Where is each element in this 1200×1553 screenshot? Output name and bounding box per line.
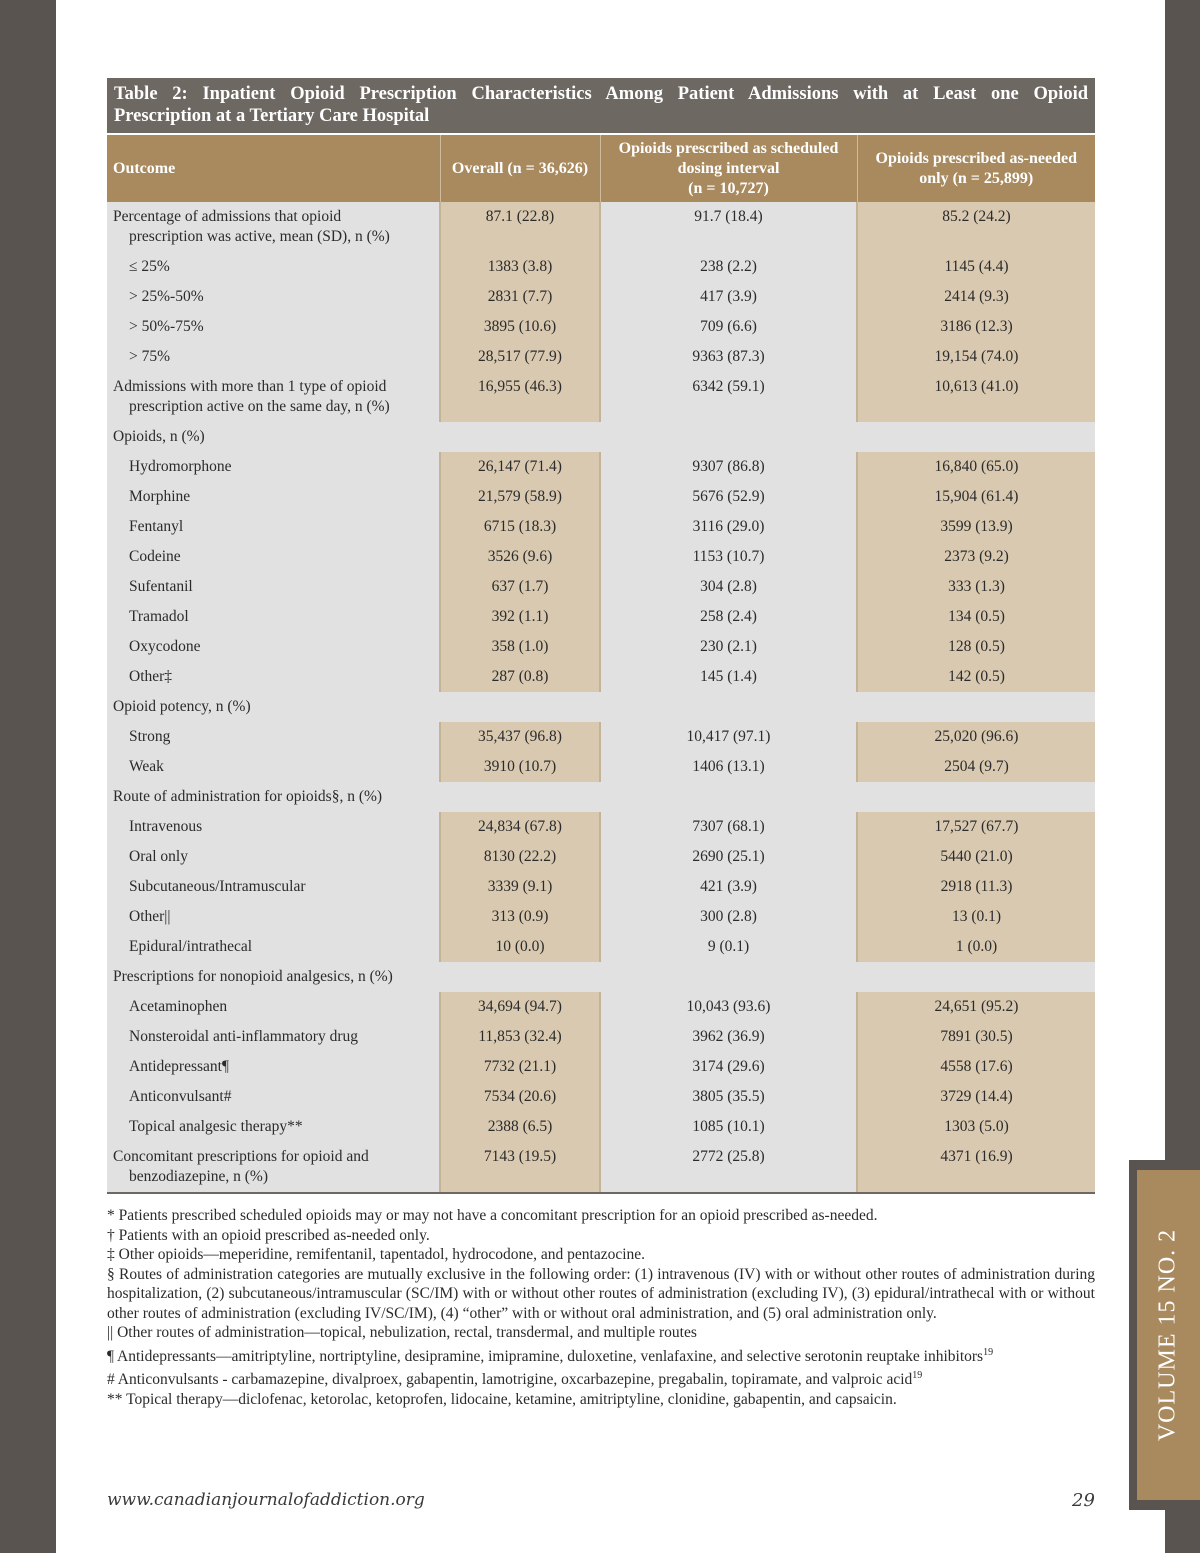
row-label xyxy=(107,202,440,252)
row-label: Weak xyxy=(107,752,440,782)
as-needed-value: 10,613 (41.0) xyxy=(857,372,1095,422)
footnote xyxy=(107,1390,1095,1410)
as-needed-value: 25,020 (96.6) xyxy=(857,722,1095,752)
empty-cell xyxy=(857,782,1095,812)
table-row xyxy=(107,202,1095,252)
row-label: > 75% xyxy=(107,342,440,372)
row-label: Nonsteroidal anti-inflammatory drug xyxy=(107,1022,440,1052)
scheduled-value: 10,417 (97.1) xyxy=(600,722,857,752)
footnote xyxy=(107,1323,1095,1343)
as-needed-value: 134 (0.5) xyxy=(857,602,1095,632)
as-needed-value: 85.2 (24.2) xyxy=(857,202,1095,252)
scheduled-value: 300 (2.8) xyxy=(600,902,857,932)
overall-value: 3526 (9.6) xyxy=(440,542,600,572)
scheduled-value: 7307 (68.1) xyxy=(600,812,857,842)
scheduled-value: 2772 (25.8) xyxy=(600,1142,857,1193)
table-caption-line-2: Prescription at a Tertiary Care Hospital xyxy=(114,106,430,126)
overall-value: 3910 (10.7) xyxy=(440,752,600,782)
scheduled-value: 10,043 (93.6) xyxy=(600,992,857,1022)
as-needed-value: 13 (0.1) xyxy=(857,902,1095,932)
footnote-reference: 19 xyxy=(983,1346,994,1358)
scheduled-value: 304 (2.8) xyxy=(600,572,857,602)
overall-value: 313 (0.9) xyxy=(440,902,600,932)
row-label-line-2: prescription active on the same day, n (%) xyxy=(129,398,390,415)
footnote-text: ** Topical therapy—diclofenac, ketorolac, ketoprofen, lidocaine, ketamine, amitriptyline, clonidine, gabapentin, and capsaicin. xyxy=(107,1390,897,1408)
scheduled-value: 145 (1.4) xyxy=(600,662,857,692)
table-row xyxy=(107,252,1095,282)
table-row xyxy=(107,602,1095,632)
scheduled-value: 2690 (25.1) xyxy=(600,842,857,872)
table-row xyxy=(107,372,1095,422)
row-label: Fentanyl xyxy=(107,512,440,542)
table-row xyxy=(107,1112,1095,1142)
as-needed-value: 5440 (21.0) xyxy=(857,842,1095,872)
footnote xyxy=(107,1226,1095,1246)
scheduled-value: 9 (0.1) xyxy=(600,932,857,962)
empty-cell xyxy=(440,422,600,452)
table-2 xyxy=(107,78,1095,1194)
table-row xyxy=(107,342,1095,372)
table-row xyxy=(107,452,1095,482)
overall-value: 3895 (10.6) xyxy=(440,312,600,342)
overall-value: 6715 (18.3) xyxy=(440,512,600,542)
overall-value: 1383 (3.8) xyxy=(440,252,600,282)
header-outcome: Outcome xyxy=(107,134,440,202)
footnote-text: ¶ Antidepressants—amitriptyline, nortriptyline, desipramine, imipramine, duloxetine, venlafaxine, and selective serotonin reuptake inhibitors xyxy=(107,1347,984,1365)
table-row xyxy=(107,312,1095,342)
as-needed-value: 15,904 (61.4) xyxy=(857,482,1095,512)
row-label: Tramadol xyxy=(107,602,440,632)
scheduled-value: 3962 (36.9) xyxy=(600,1022,857,1052)
row-label: Sufentanil xyxy=(107,572,440,602)
scheduled-value: 230 (2.1) xyxy=(600,632,857,662)
as-needed-value: 3186 (12.3) xyxy=(857,312,1095,342)
header-as-needed xyxy=(857,134,1095,202)
as-needed-value: 2414 (9.3) xyxy=(857,282,1095,312)
data-table xyxy=(107,133,1095,1194)
as-needed-value: 4558 (17.6) xyxy=(857,1052,1095,1082)
empty-cell xyxy=(857,962,1095,992)
overall-value: 2388 (6.5) xyxy=(440,1112,600,1142)
as-needed-value: 19,154 (74.0) xyxy=(857,342,1095,372)
empty-cell xyxy=(440,962,600,992)
row-label xyxy=(107,1142,440,1193)
table-row xyxy=(107,812,1095,842)
footnote-text: || Other routes of administration—topical, nebulization, rectal, transdermal, and multiple routes xyxy=(107,1324,697,1341)
footnote xyxy=(107,1265,1095,1324)
as-needed-value: 142 (0.5) xyxy=(857,662,1095,692)
table-row xyxy=(107,722,1095,752)
as-needed-value: 3599 (13.9) xyxy=(857,512,1095,542)
table-row xyxy=(107,1142,1095,1193)
row-label-line-1: Concomitant prescriptions for opioid and xyxy=(113,1148,369,1165)
footnote-text: § Routes of administration categories are mutually exclusive in the following order: (1) intravenous (IV) with or without other routes of administration during hospitalization, (2) subcutaneous/intramuscular (SC/IM) with or without other routes of administration (excluding IV), (3) epidural/intrathecal with or without other routes of administration (excluding IV/SC/IM), (4) “other” with or without oral administration, and (5) oral administration only. xyxy=(107,1265,1095,1322)
as-needed-value: 16,840 (65.0) xyxy=(857,452,1095,482)
overall-value: 11,853 (32.4) xyxy=(440,1022,600,1052)
as-needed-value: 2918 (11.3) xyxy=(857,872,1095,902)
header-scheduled xyxy=(600,134,857,202)
as-needed-value: 1145 (4.4) xyxy=(857,252,1095,282)
table-row xyxy=(107,512,1095,542)
table-caption-line-1: Table 2: Inpatient Opioid Prescription Characteristics Among Patient Admissions with at Least one Opioid xyxy=(114,84,1088,104)
scheduled-value: 6342 (59.1) xyxy=(600,372,857,422)
scheduled-value: 3116 (29.0) xyxy=(600,512,857,542)
header-scheduled-line-1: Opioids prescribed as scheduled xyxy=(618,139,839,157)
row-label xyxy=(107,372,440,422)
row-label: Morphine xyxy=(107,482,440,512)
footnote-text: ‡ Other opioids—meperidine, remifentanil, tapentadol, hydrocodone, and pentazocine. xyxy=(107,1246,646,1263)
overall-value: 392 (1.1) xyxy=(440,602,600,632)
table-row xyxy=(107,992,1095,1022)
row-label: Oxycodone xyxy=(107,632,440,662)
scheduled-value: 1406 (13.1) xyxy=(600,752,857,782)
scheduled-value: 3805 (35.5) xyxy=(600,1082,857,1112)
table-row xyxy=(107,662,1095,692)
empty-cell xyxy=(600,962,857,992)
row-label: Subcutaneous/Intramuscular xyxy=(107,872,440,902)
section-label: Opioid potency, n (%) xyxy=(107,692,440,722)
as-needed-value: 17,527 (67.7) xyxy=(857,812,1095,842)
row-label: Acetaminophen xyxy=(107,992,440,1022)
as-needed-value: 333 (1.3) xyxy=(857,572,1095,602)
table-row xyxy=(107,572,1095,602)
scheduled-value: 1085 (10.1) xyxy=(600,1112,857,1142)
row-label-line-1: Percentage of admissions that opioid xyxy=(113,208,342,225)
scheduled-value: 417 (3.9) xyxy=(600,282,857,312)
row-label: Other‡ xyxy=(107,662,440,692)
journal-url[interactable]: www.canadianjournalofaddiction.org xyxy=(107,1490,425,1510)
table-row xyxy=(107,282,1095,312)
header-scheduled-line-3: (n = 10,727) xyxy=(688,179,769,197)
overall-value: 10 (0.0) xyxy=(440,932,600,962)
table-body xyxy=(107,202,1095,1193)
overall-value: 7143 (19.5) xyxy=(440,1142,600,1193)
overall-value: 2831 (7.7) xyxy=(440,282,600,312)
row-label: Anticonvulsant# xyxy=(107,1082,440,1112)
scheduled-value: 3174 (29.6) xyxy=(600,1052,857,1082)
row-label: Other|| xyxy=(107,902,440,932)
table-section-row xyxy=(107,962,1095,992)
section-label: Opioids, n (%) xyxy=(107,422,440,452)
table-row xyxy=(107,482,1095,512)
footnote xyxy=(107,1206,1095,1226)
scheduled-value: 421 (3.9) xyxy=(600,872,857,902)
table-row xyxy=(107,932,1095,962)
empty-cell xyxy=(440,692,600,722)
overall-value: 24,834 (67.8) xyxy=(440,812,600,842)
as-needed-value: 3729 (14.4) xyxy=(857,1082,1095,1112)
scheduled-value: 258 (2.4) xyxy=(600,602,857,632)
row-label: Oral only xyxy=(107,842,440,872)
empty-cell xyxy=(857,422,1095,452)
as-needed-value: 2504 (9.7) xyxy=(857,752,1095,782)
overall-value: 358 (1.0) xyxy=(440,632,600,662)
row-label: Topical analgesic therapy** xyxy=(107,1112,440,1142)
overall-value: 28,517 (77.9) xyxy=(440,342,600,372)
row-label: Strong xyxy=(107,722,440,752)
overall-value: 87.1 (22.8) xyxy=(440,202,600,252)
footnote-text: * Patients prescribed scheduled opioids may or may not have a concomitant prescription for an opioid prescribed as-needed. xyxy=(107,1207,878,1224)
row-label-line-2: benzodiazepine, n (%) xyxy=(129,1168,269,1185)
header-as-needed-line-1: Opioids prescribed as-needed xyxy=(875,149,1077,167)
overall-value: 35,437 (96.8) xyxy=(440,722,600,752)
row-label-line-2: prescription was active, mean (SD), n (%) xyxy=(129,228,390,245)
as-needed-value: 24,651 (95.2) xyxy=(857,992,1095,1022)
table-row xyxy=(107,1082,1095,1112)
header-as-needed-line-2: only (n = 25,899) xyxy=(919,169,1034,187)
overall-value: 8130 (22.2) xyxy=(440,842,600,872)
as-needed-value: 128 (0.5) xyxy=(857,632,1095,662)
table-caption xyxy=(107,78,1095,133)
as-needed-value: 4371 (16.9) xyxy=(857,1142,1095,1193)
row-label: Codeine xyxy=(107,542,440,572)
row-label: Intravenous xyxy=(107,812,440,842)
table-row xyxy=(107,1022,1095,1052)
footnote xyxy=(107,1245,1095,1265)
left-page-border xyxy=(0,0,56,1553)
table-row xyxy=(107,632,1095,662)
as-needed-value: 7891 (30.5) xyxy=(857,1022,1095,1052)
page-number: 29 xyxy=(1072,1490,1095,1511)
empty-cell xyxy=(440,782,600,812)
table-section-row xyxy=(107,782,1095,812)
as-needed-value: 1303 (5.0) xyxy=(857,1112,1095,1142)
table-row xyxy=(107,752,1095,782)
footnote xyxy=(107,1343,1095,1367)
table-row xyxy=(107,902,1095,932)
header-overall: Overall (n = 36,626) xyxy=(440,134,600,202)
section-label: Route of administration for opioids§, n (%) xyxy=(107,782,440,812)
table-row xyxy=(107,542,1095,572)
row-label: Antidepressant¶ xyxy=(107,1052,440,1082)
table-row xyxy=(107,872,1095,902)
row-label: Hydromorphone xyxy=(107,452,440,482)
overall-value: 637 (1.7) xyxy=(440,572,600,602)
row-label-line-1: Admissions with more than 1 type of opioid xyxy=(113,378,387,395)
scheduled-value: 9363 (87.3) xyxy=(600,342,857,372)
empty-cell xyxy=(600,692,857,722)
row-label: ≤ 25% xyxy=(107,252,440,282)
table-section-row xyxy=(107,692,1095,722)
scheduled-value: 238 (2.2) xyxy=(600,252,857,282)
footnote-text: # Anticonvulsants - carbamazepine, divalproex, gabapentin, lamotrigine, oxcarbazepine, pregabalin, topiramate, and valproic acid xyxy=(107,1371,913,1389)
empty-cell xyxy=(600,782,857,812)
footnote-reference: 19 xyxy=(912,1370,923,1382)
as-needed-value: 2373 (9.2) xyxy=(857,542,1095,572)
header-scheduled-line-2: dosing interval xyxy=(677,159,780,177)
scheduled-value: 91.7 (18.4) xyxy=(600,202,857,252)
overall-value: 7534 (20.6) xyxy=(440,1082,600,1112)
table-row xyxy=(107,842,1095,872)
overall-value: 16,955 (46.3) xyxy=(440,372,600,422)
footnote-text: † Patients with an opioid prescribed as-needed only. xyxy=(107,1226,430,1244)
table-header xyxy=(107,134,1095,202)
row-label: > 50%-75% xyxy=(107,312,440,342)
overall-value: 34,694 (94.7) xyxy=(440,992,600,1022)
empty-cell xyxy=(600,422,857,452)
scheduled-value: 5676 (52.9) xyxy=(600,482,857,512)
scheduled-value: 1153 (10.7) xyxy=(600,542,857,572)
footnote xyxy=(107,1366,1095,1390)
empty-cell xyxy=(857,692,1095,722)
table-footnotes xyxy=(107,1206,1095,1409)
overall-value: 21,579 (58.9) xyxy=(440,482,600,512)
table-section-row xyxy=(107,422,1095,452)
section-label: Prescriptions for nonopioid analgesics, n (%) xyxy=(107,962,440,992)
volume-label: VOLUME 15 NO. 2 xyxy=(1154,1228,1181,1442)
row-label: Epidural/intrathecal xyxy=(107,932,440,962)
overall-value: 7732 (21.1) xyxy=(440,1052,600,1082)
table-row xyxy=(107,1052,1095,1082)
scheduled-value: 709 (6.6) xyxy=(600,312,857,342)
row-label: > 25%-50% xyxy=(107,282,440,312)
overall-value: 3339 (9.1) xyxy=(440,872,600,902)
scheduled-value: 9307 (86.8) xyxy=(600,452,857,482)
overall-value: 26,147 (71.4) xyxy=(440,452,600,482)
overall-value: 287 (0.8) xyxy=(440,662,600,692)
as-needed-value: 1 (0.0) xyxy=(857,932,1095,962)
